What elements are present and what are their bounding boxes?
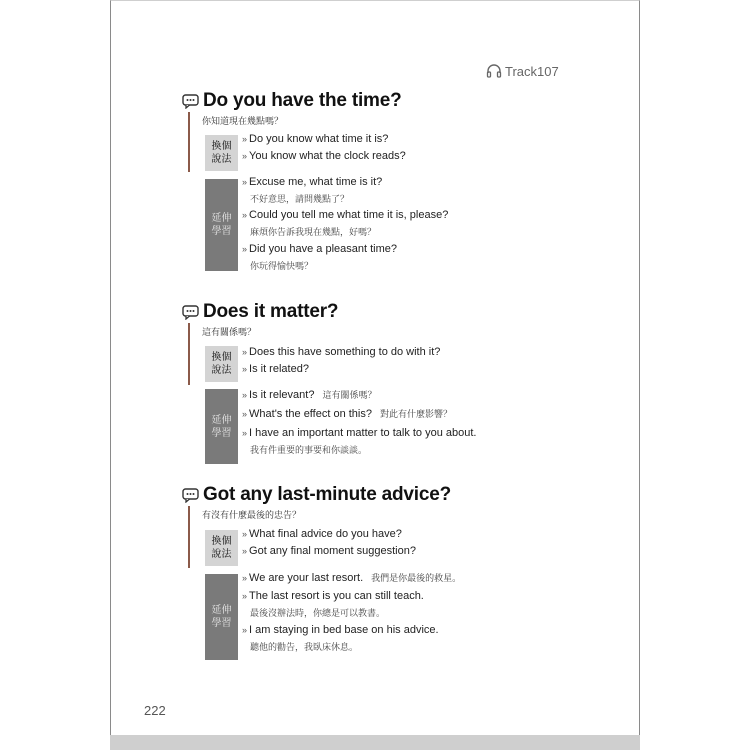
list-item: » We are your last resort. 我們是你最後的救星。 (242, 572, 462, 584)
list-item: » Is it relevant? 這有關係嗎？ (242, 389, 377, 401)
translation-text: 不好意思，請問幾點了？ (250, 194, 350, 204)
section-heading (182, 301, 338, 323)
section-subtitle: 這有關係嗎？ (202, 327, 257, 337)
list-item: » What final advice do you have? (242, 528, 402, 540)
list-item: » You know what the clock reads? (242, 150, 406, 162)
translation-text: 最後沒辦法時，你總是可以教書。 (250, 608, 386, 618)
alternative-tag: 換個 說法 (205, 135, 238, 171)
speech-bubble-icon (182, 94, 199, 109)
section-title: Do you have the time? (203, 90, 402, 111)
speech-bubble-icon (182, 488, 199, 503)
list-item: » Could you tell me what time it is, please? (242, 209, 449, 221)
extension-tag: 延伸 學習 (205, 389, 238, 464)
section-heading (182, 90, 402, 112)
list-item: » I have an important matter to talk to you about. (242, 427, 477, 439)
divider-line (188, 112, 190, 172)
translation-text: 我有件重要的事要和你談談。 (250, 445, 368, 455)
list-item: » What's the effect on this? 對此有什麼影響？ (242, 408, 452, 420)
translation-text: 我們是你最後的救星。 (371, 573, 462, 583)
list-item: » Does this have something to do with it? (242, 346, 441, 358)
translation-text: 這有關係嗎？ (322, 390, 377, 400)
list-item: » I am staying in bed base on his advice. (242, 624, 439, 636)
page-number: 222 (144, 703, 166, 718)
section-subtitle: 有沒有什麼最後的忠告？ (202, 510, 302, 520)
list-item: » Do you know what time it is? (242, 133, 389, 145)
list-item: » Is it related? (242, 363, 309, 375)
alternative-tag: 換個 說法 (205, 346, 238, 382)
divider-line (188, 506, 190, 568)
alternative-tag: 換個 說法 (205, 530, 238, 566)
audio-track-label (486, 63, 559, 79)
track-number: Track107 (505, 63, 559, 79)
speech-bubble-icon (182, 305, 199, 320)
phrase-section (182, 301, 477, 455)
page-bottom-edge (110, 735, 640, 750)
list-item: » Got any final moment suggestion? (242, 545, 416, 557)
extension-tag: 延伸 學習 (205, 574, 238, 660)
translation-text: 你玩得愉快嗎？ (250, 261, 314, 271)
phrase-section (182, 484, 462, 652)
divider-line (188, 323, 190, 385)
headphones-icon (486, 63, 502, 79)
list-item: » Excuse me, what time is it? (242, 176, 383, 188)
list-item: » The last resort is you can still teach. (242, 590, 424, 602)
section-subtitle: 你知道現在幾點嗎？ (202, 116, 284, 126)
translation-text: 聽他的勸告，我臥床休息。 (250, 642, 359, 652)
section-title: Does it matter? (203, 301, 339, 322)
translation-text: 對此有什麼影響？ (379, 409, 452, 419)
extension-tag: 延伸 學習 (205, 179, 238, 271)
list-item: » Did you have a pleasant time? (242, 243, 397, 255)
phrase-section (182, 90, 449, 271)
section-title: Got any last-minute advice? (203, 484, 451, 505)
section-heading (182, 484, 451, 506)
translation-text: 麻煩你告訴我現在幾點，好嗎？ (250, 227, 377, 237)
